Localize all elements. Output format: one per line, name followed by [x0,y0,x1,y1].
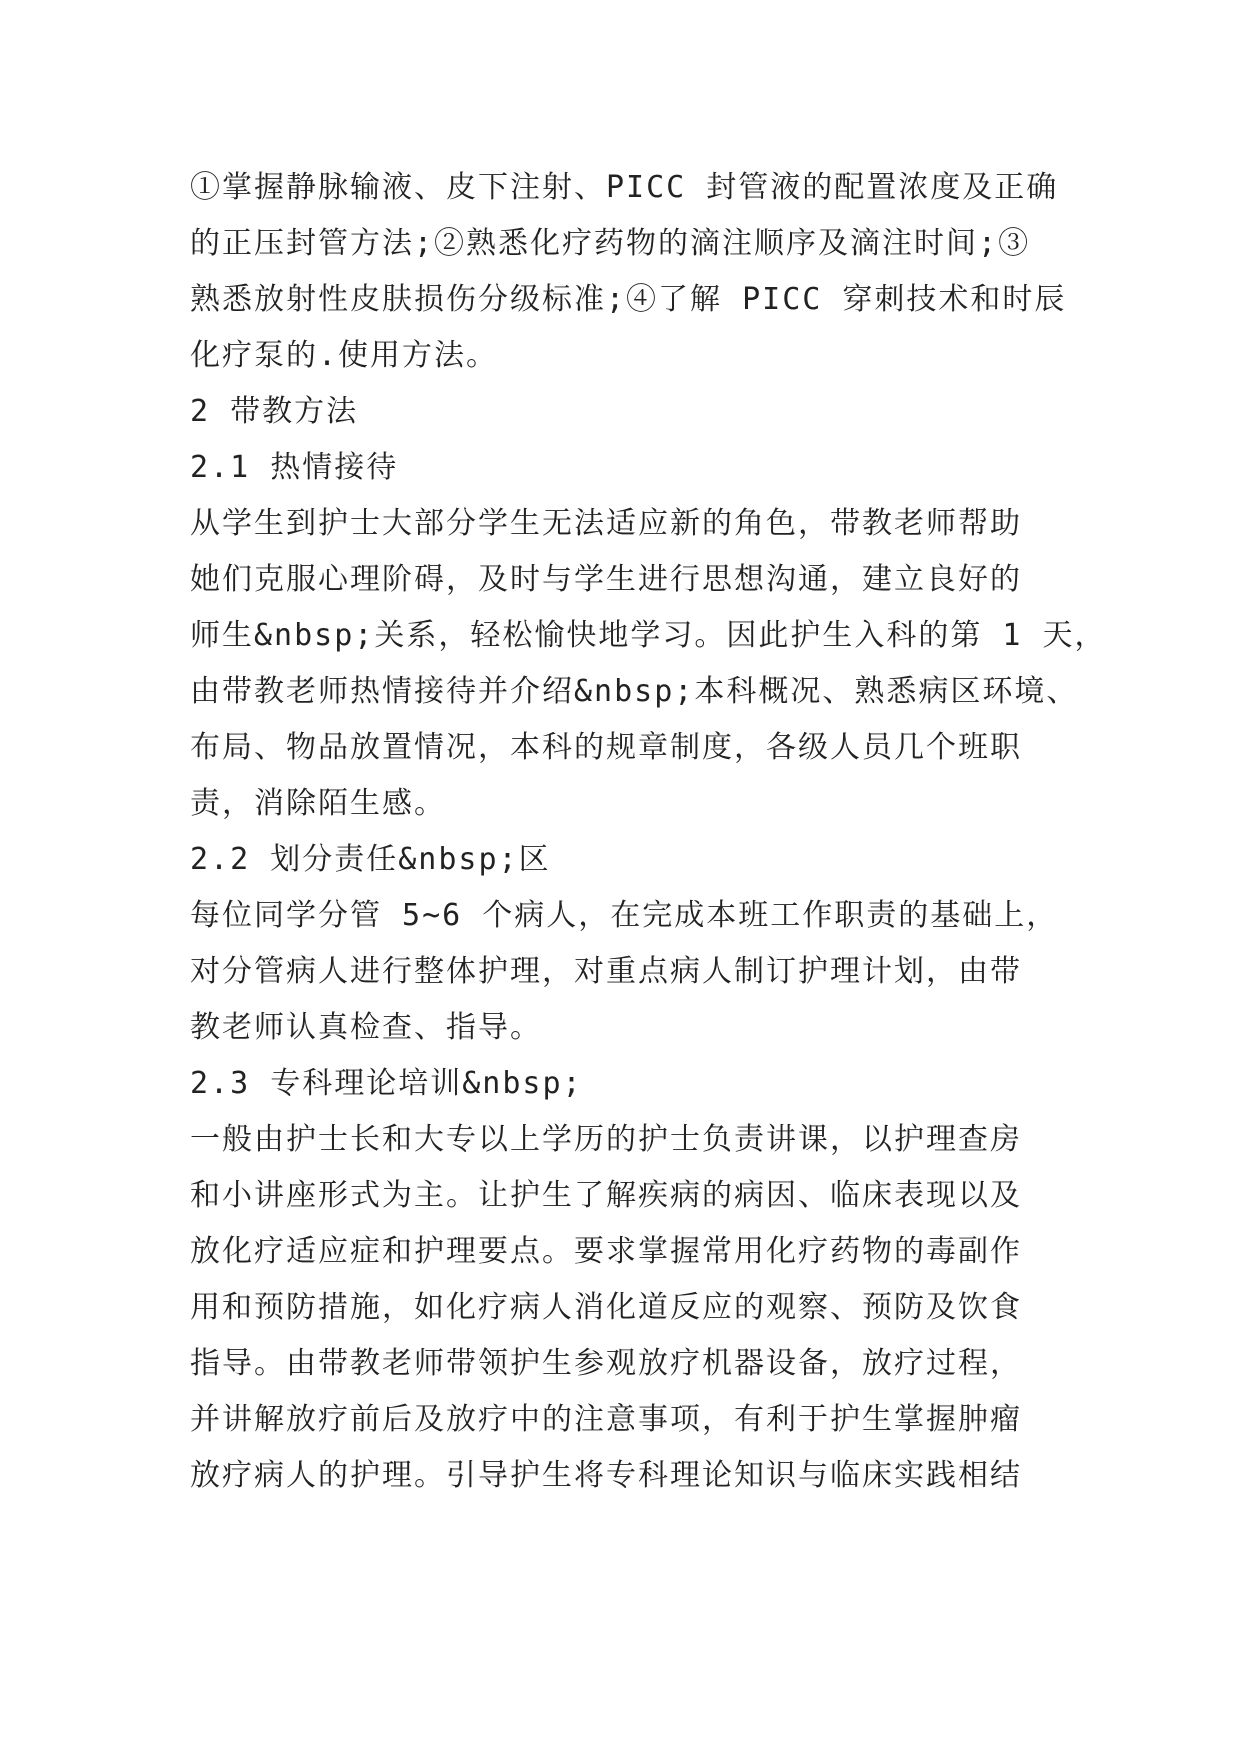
subsection-heading: 2.1 热情接待 [190,450,399,485]
text-line: 的正压封管方法;②熟悉化疗药物的滴注顺序及滴注时间;③ [190,226,1031,261]
text-line: 她们克服心理阶碍，及时与学生进行思想沟通，建立良好的 [190,562,1022,597]
text-line: 每位同学分管 5~6 个病人，在完成本班工作职责的基础上， [190,898,1059,933]
document-body [190,160,1107,1504]
text-line: 和小讲座形式为主。让护生了解疾病的病因、临床表现以及 [190,1178,1022,1213]
section-heading: 2 带教方法 [190,394,359,429]
text-line: 责，消除陌生感。 [190,786,446,821]
text-line: 对分管病人进行整体护理，对重点病人制订护理计划，由带 [190,954,1022,989]
text-line: 指导。由带教老师带领护生参观放疗机器设备，放疗过程， [190,1346,1022,1381]
text-line: 熟悉放射性皮肤损伤分级标准;④了解 PICC 穿刺技术和时辰 [190,282,1067,317]
text-line: 放化疗适应症和护理要点。要求掌握常用化疗药物的毒副作 [190,1234,1022,1269]
text-line: 师生&nbsp;关系，轻松愉快地学习。因此护生入科的第 1 天， [190,618,1107,653]
text-line: 用和预防措施，如化疗病人消化道反应的观察、预防及饮食 [190,1290,1022,1325]
text-line: 放疗病人的护理。引导护生将专科理论知识与临床实践相结 [190,1458,1022,1493]
text-line: 并讲解放疗前后及放疗中的注意事项，有利于护生掌握肿瘤 [190,1402,1022,1437]
text-line: 由带教老师热情接待并介绍&nbsp;本科概况、熟悉病区环境、 [190,674,1079,709]
subsection-heading: 2.2 划分责任&nbsp;区 [190,842,551,877]
text-line: 一般由护士长和大专以上学历的护士负责讲课，以护理查房 [190,1122,1022,1157]
text-line: 化疗泵的.使用方法。 [190,338,499,373]
text-line: 从学生到护士大部分学生无法适应新的角色，带教老师帮助 [190,506,1022,541]
text-line: 教老师认真检查、指导。 [190,1010,542,1045]
text-line: 布局、物品放置情况，本科的规章制度，各级人员几个班职 [190,730,1022,765]
subsection-heading: 2.3 专科理论培训&nbsp; [190,1066,583,1101]
text-line: ①掌握静脉输液、皮下注射、PICC 封管液的配置浓度及正确 [190,170,1059,205]
